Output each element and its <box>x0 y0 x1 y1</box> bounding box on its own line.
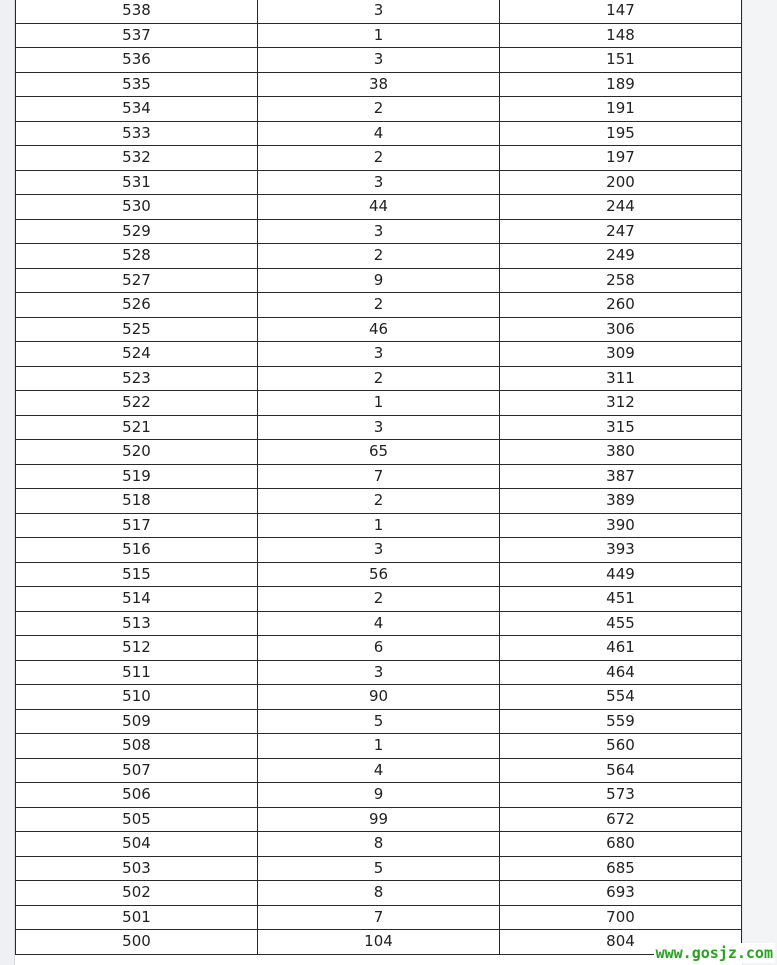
score-cell: 530 <box>16 195 258 220</box>
count-cell: 44 <box>258 195 500 220</box>
cumulative-cell: 260 <box>500 293 742 318</box>
score-cell: 535 <box>16 72 258 97</box>
score-cell: 533 <box>16 121 258 146</box>
cumulative-cell: 389 <box>500 489 742 514</box>
score-cell: 521 <box>16 415 258 440</box>
count-cell: 1 <box>258 734 500 759</box>
table-row <box>16 97 742 122</box>
count-cell: 4 <box>258 758 500 783</box>
cumulative-cell: 258 <box>500 268 742 293</box>
watermark-text: www.gosjz.com <box>655 944 773 962</box>
table-row <box>16 0 742 23</box>
table-row <box>16 611 742 636</box>
score-cell: 509 <box>16 709 258 734</box>
score-cell: 500 <box>16 930 258 955</box>
count-cell: 65 <box>258 440 500 465</box>
table-row <box>16 317 742 342</box>
cumulative-cell: 680 <box>500 832 742 857</box>
table-row <box>16 685 742 710</box>
count-cell: 5 <box>258 856 500 881</box>
score-cell: 527 <box>16 268 258 293</box>
score-cell: 512 <box>16 636 258 661</box>
score-cell: 501 <box>16 905 258 930</box>
count-cell: 8 <box>258 881 500 906</box>
cumulative-cell: 564 <box>500 758 742 783</box>
count-cell: 99 <box>258 807 500 832</box>
table-row <box>16 807 742 832</box>
table-row <box>16 170 742 195</box>
score-table <box>15 0 742 955</box>
count-cell: 38 <box>258 72 500 97</box>
count-cell: 2 <box>258 489 500 514</box>
cumulative-cell: 189 <box>500 72 742 97</box>
table-row <box>16 72 742 97</box>
score-cell: 511 <box>16 660 258 685</box>
score-cell: 523 <box>16 366 258 391</box>
cumulative-cell: 464 <box>500 660 742 685</box>
score-cell: 503 <box>16 856 258 881</box>
cumulative-cell: 311 <box>500 366 742 391</box>
score-cell: 534 <box>16 97 258 122</box>
count-cell: 1 <box>258 391 500 416</box>
count-cell: 56 <box>258 562 500 587</box>
table-row <box>16 366 742 391</box>
count-cell: 3 <box>258 538 500 563</box>
count-cell: 2 <box>258 366 500 391</box>
count-cell: 1 <box>258 513 500 538</box>
cumulative-cell: 315 <box>500 415 742 440</box>
table-row <box>16 268 742 293</box>
cumulative-cell: 247 <box>500 219 742 244</box>
cumulative-cell: 559 <box>500 709 742 734</box>
score-cell: 506 <box>16 783 258 808</box>
table-row <box>16 660 742 685</box>
score-cell: 525 <box>16 317 258 342</box>
cumulative-cell: 554 <box>500 685 742 710</box>
count-cell: 7 <box>258 905 500 930</box>
cumulative-cell: 200 <box>500 170 742 195</box>
table-row <box>16 415 742 440</box>
score-cell: 515 <box>16 562 258 587</box>
table-row <box>16 23 742 48</box>
score-cell: 516 <box>16 538 258 563</box>
count-cell: 7 <box>258 464 500 489</box>
table-row <box>16 758 742 783</box>
cumulative-cell: 693 <box>500 881 742 906</box>
score-cell: 519 <box>16 464 258 489</box>
score-cell: 520 <box>16 440 258 465</box>
table-row <box>16 342 742 367</box>
cumulative-cell: 148 <box>500 23 742 48</box>
table-row <box>16 587 742 612</box>
score-cell: 529 <box>16 219 258 244</box>
cumulative-cell: 573 <box>500 783 742 808</box>
table-row <box>16 121 742 146</box>
table-row <box>16 464 742 489</box>
cumulative-cell: 387 <box>500 464 742 489</box>
table-row <box>16 513 742 538</box>
score-cell: 537 <box>16 23 258 48</box>
count-cell: 2 <box>258 146 500 171</box>
count-cell: 5 <box>258 709 500 734</box>
table-row <box>16 881 742 906</box>
cumulative-cell: 306 <box>500 317 742 342</box>
table-row <box>16 219 742 244</box>
table-row <box>16 440 742 465</box>
cumulative-cell: 804 <box>500 930 742 955</box>
score-cell: 517 <box>16 513 258 538</box>
count-cell: 46 <box>258 317 500 342</box>
cumulative-cell: 244 <box>500 195 742 220</box>
cumulative-cell: 700 <box>500 905 742 930</box>
count-cell: 2 <box>258 244 500 269</box>
count-cell: 8 <box>258 832 500 857</box>
score-cell: 505 <box>16 807 258 832</box>
cumulative-cell: 312 <box>500 391 742 416</box>
table-row <box>16 930 742 955</box>
score-cell: 532 <box>16 146 258 171</box>
count-cell: 9 <box>258 783 500 808</box>
table-row <box>16 489 742 514</box>
table-row <box>16 562 742 587</box>
cumulative-cell: 249 <box>500 244 742 269</box>
table-row <box>16 783 742 808</box>
cumulative-cell: 195 <box>500 121 742 146</box>
count-cell: 3 <box>258 660 500 685</box>
score-cell: 524 <box>16 342 258 367</box>
left-margin <box>0 0 15 965</box>
cumulative-cell: 449 <box>500 562 742 587</box>
cumulative-cell: 151 <box>500 48 742 73</box>
score-cell: 510 <box>16 685 258 710</box>
table-row <box>16 293 742 318</box>
cumulative-cell: 455 <box>500 611 742 636</box>
right-margin <box>742 0 777 965</box>
table-row <box>16 48 742 73</box>
count-cell: 1 <box>258 23 500 48</box>
cumulative-cell: 147 <box>500 0 742 23</box>
count-cell: 90 <box>258 685 500 710</box>
count-cell: 3 <box>258 415 500 440</box>
score-cell: 504 <box>16 832 258 857</box>
score-cell: 518 <box>16 489 258 514</box>
cumulative-cell: 380 <box>500 440 742 465</box>
count-cell: 6 <box>258 636 500 661</box>
table-row <box>16 832 742 857</box>
score-cell: 536 <box>16 48 258 73</box>
cumulative-cell: 560 <box>500 734 742 759</box>
cumulative-cell: 461 <box>500 636 742 661</box>
table-row <box>16 146 742 171</box>
score-cell: 526 <box>16 293 258 318</box>
count-cell: 3 <box>258 342 500 367</box>
cumulative-cell: 685 <box>500 856 742 881</box>
table-row <box>16 538 742 563</box>
table-row <box>16 709 742 734</box>
table-row <box>16 244 742 269</box>
table-row <box>16 391 742 416</box>
cumulative-cell: 672 <box>500 807 742 832</box>
cumulative-cell: 451 <box>500 587 742 612</box>
table-row <box>16 195 742 220</box>
cumulative-cell: 309 <box>500 342 742 367</box>
score-cell: 507 <box>16 758 258 783</box>
count-cell: 3 <box>258 170 500 195</box>
cumulative-cell: 393 <box>500 538 742 563</box>
count-cell: 3 <box>258 219 500 244</box>
count-cell: 4 <box>258 611 500 636</box>
count-cell: 104 <box>258 930 500 955</box>
score-cell: 531 <box>16 170 258 195</box>
score-cell: 514 <box>16 587 258 612</box>
score-cell: 502 <box>16 881 258 906</box>
count-cell: 4 <box>258 121 500 146</box>
count-cell: 2 <box>258 97 500 122</box>
table-row <box>16 734 742 759</box>
table-row <box>16 636 742 661</box>
score-cell: 508 <box>16 734 258 759</box>
table-row <box>16 905 742 930</box>
count-cell: 3 <box>258 0 500 23</box>
count-cell: 9 <box>258 268 500 293</box>
score-cell: 538 <box>16 0 258 23</box>
count-cell: 2 <box>258 293 500 318</box>
cumulative-cell: 390 <box>500 513 742 538</box>
score-cell: 522 <box>16 391 258 416</box>
cumulative-cell: 191 <box>500 97 742 122</box>
count-cell: 3 <box>258 48 500 73</box>
count-cell: 2 <box>258 587 500 612</box>
table-row <box>16 856 742 881</box>
cumulative-cell: 197 <box>500 146 742 171</box>
score-cell: 528 <box>16 244 258 269</box>
score-cell: 513 <box>16 611 258 636</box>
score-table-body <box>16 0 742 954</box>
